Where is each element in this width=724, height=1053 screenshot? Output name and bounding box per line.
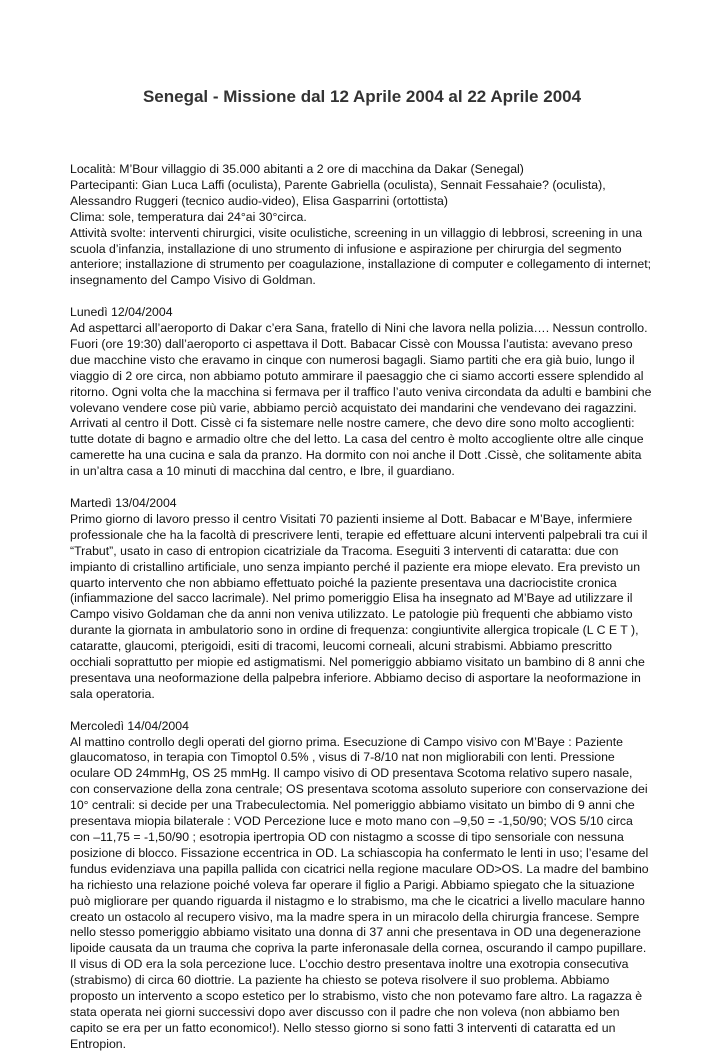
- document-title: Senegal - Missione dal 12 Aprile 2004 al 22 Aprile 2004: [142, 87, 582, 106]
- document-body: [70, 162, 652, 1053]
- day-section-wednesday: [70, 719, 652, 1053]
- day-text: Al mattino controllo degli operati del giorno prima. Esecuzione di Campo visivo con M’Baye : Paziente glaucomatoso, in terapia con Timoptol 0.5% , visus di 7-8/10 nat non migliorabili con lenti. Pressione oculare OD 24mmHg, OS 25 mmHg. Il campo visivo di OD presentava Scotoma relativo supero nasale, con conservazione della zona centrale; OS presentava scotoma assoluto superiore con conservazione dei 10° centrali: si decide per una Trabeculectomia. Nel pomeriggio abbiamo visitato un bimbo di 9 anni che presentava miopia bilaterale : VOD Percezione luce e moto mano con –9,50 = -1,50/90; VOS 5/10 circa con –11,75 = -1,50/90 ; esotropia ipertropia OD con nistagmo a scosse di tipo sensoriale con nessuna posizione di blocco. Fissazione eccentrica in OD. La schiascopia ha confermato le lenti in uso; l’esame del fundus evidenziava una papilla pallida con cicatrici nella regione maculare OD>OS. La madre del bambino ha richiesto una relazione poiché voleva far operare il figlio a Parigi. Abbiamo spiegato che la situazione può migliorare per quando riguarda il nistagmo e lo strabismo, ma che le cicatrici a livello maculare hanno creato un ostacolo al recupero visivo, ma la madre spera in un miracolo della chirurgia francese. Sempre nello stesso pomeriggio abbiamo visitato una donna di 37 anni che presentava in OD una degenerazione lipoide causata da un trauma che copriva la parte inferonasale della cornea, oscurando il campo pupillare. Il visus di OD era la sola percezione luce. L’occhio destro presentava inoltre una exotropia consecutiva (strabismo) di circa 60 diottrie. La paziente ha chiesto se poteva risolvere il suo problema. Abbiamo proposto un intervento a scopo estetico per lo strabismo, visto che non potevamo fare altro. La ragazza è stata operata nei giorni successivi dopo aver discusso con il padre che non voleva (non abbiamo ben capito se era per un fatto economico!). Nello stesso giorno si sono fatti 3 interventi di cataratta ed un Entropion.: [70, 734, 649, 1051]
- day-section-monday: [70, 305, 652, 480]
- day-section-tuesday: [70, 496, 652, 703]
- day-heading: Mercoledì 14/04/2004: [70, 718, 189, 733]
- intro-section: [70, 162, 652, 289]
- intro-localita: Località: M’Bour villaggio di 35.000 abitanti a 2 ore di macchina da Dakar (Senegal): [70, 162, 524, 176]
- intro-clima: Clima: sole, temperatura dai 24°ai 30°circa.: [70, 209, 307, 224]
- intro-partecipanti: Partecipanti: Gian Luca Laffi (oculista), Parente Gabriella (oculista), Sennait Fessahaie? (oculista), Alessandro Ruggeri (tecnico audio-video), Elisa Gasparrini (ortottista): [70, 177, 606, 208]
- day-heading: Martedì 13/04/2004: [70, 496, 177, 510]
- day-heading: Lunedì 12/04/2004: [70, 305, 173, 320]
- intro-attivita: Attività svolte: interventi chirurgici, visite oculistiche, screening in un villaggio di lebbrosi, screening in una scuola d’infanzia, installazione di uno strumento di infusione e aspirazione per chirurgia del segmento anteriore; installazione di strumento per coagulazione, installazione di computer e collegamento di internet; insegnamento del Campo Visivo di Goldman.: [70, 225, 652, 288]
- day-text: Ad aspettarci all’aeroporto di Dakar c’era Sana, fratello di Nini che lavora nella polizia…. Nessun controllo. Fuori (ore 19:30) dall’aeroporto ci aspettava il Dott. Babacar Cissè con Moussa l’autista: avevano preso due macchine visto che eravamo in cinque con numerosi bagagli. Siamo partiti che era già buio, lungo il viaggio di 2 ore circa, non abbiamo potuto ammirare il paesaggio che ci siamo accorti essere splendido al ritorno. Ogni volta che la macchina si fermava per il traffico l’auto veniva circondata da adulti e bambini che volevano vendere cose più varie, abbiamo perciò acquistato dei mandarini che vendevano dei ragazzini. Arrivati al centro il Dott. Cissè ci fa sistemare nelle nostre camere, che devo dire sono molto accoglienti: tutte dotate di bagno e armadio oltre che del letto. La casa del centro è molto accogliente oltre alle cinque camerette ha una cucina e sala da pranzo. Ha dormito con noi anche il Dott .Cissè, che solitamente abita in un’altra casa a 10 minuti di macchina dal centro, e Ibre, il guardiano.: [70, 321, 652, 479]
- day-text: Primo giorno di lavoro presso il centro Visitati 70 pazienti insieme al Dott. Babacar e M’Baye, infermiere professionale che ha la facoltà di prescrivere lenti, terapie ed effettuare alcuni interventi palpebrali tra cui il “Trabut”, usato in caso di entropion cicatriziale da Tracoma. Eseguiti 3 interventi di cataratta: due con impianto di cristallino artificiale, uno senza impianto perché il paziente era miope elevato. Era previsto un quarto intervento che non abbiamo effettuato poiché la paziente presentava una dacriocistite cronica (infiammazione del sacco lacrimale). Nel primo pomeriggio Elisa ha insegnato ad M’Baye ad utilizzare il Campo visivo Goldaman che da anni non veniva utilizzato. Le patologie più frequenti che abbiamo visto durante la giornata in ambulatorio sono in ordine di frequenza: congiuntivite allergica tropicale (L C E T ), cataratte, glaucomi, pterigoidi, esiti di tracomi, leucomi corneali, alcuni strabismi. Abbiamo prescritto occhiali soprattutto per miopie ed astigmatismi. Nel pomeriggio abbiamo visitato un bambino di 8 anni che presentava una neoformazione della palpebra inferiore. Abbiamo deciso di asportare la neoformazione in sala operatoria.: [70, 511, 648, 701]
